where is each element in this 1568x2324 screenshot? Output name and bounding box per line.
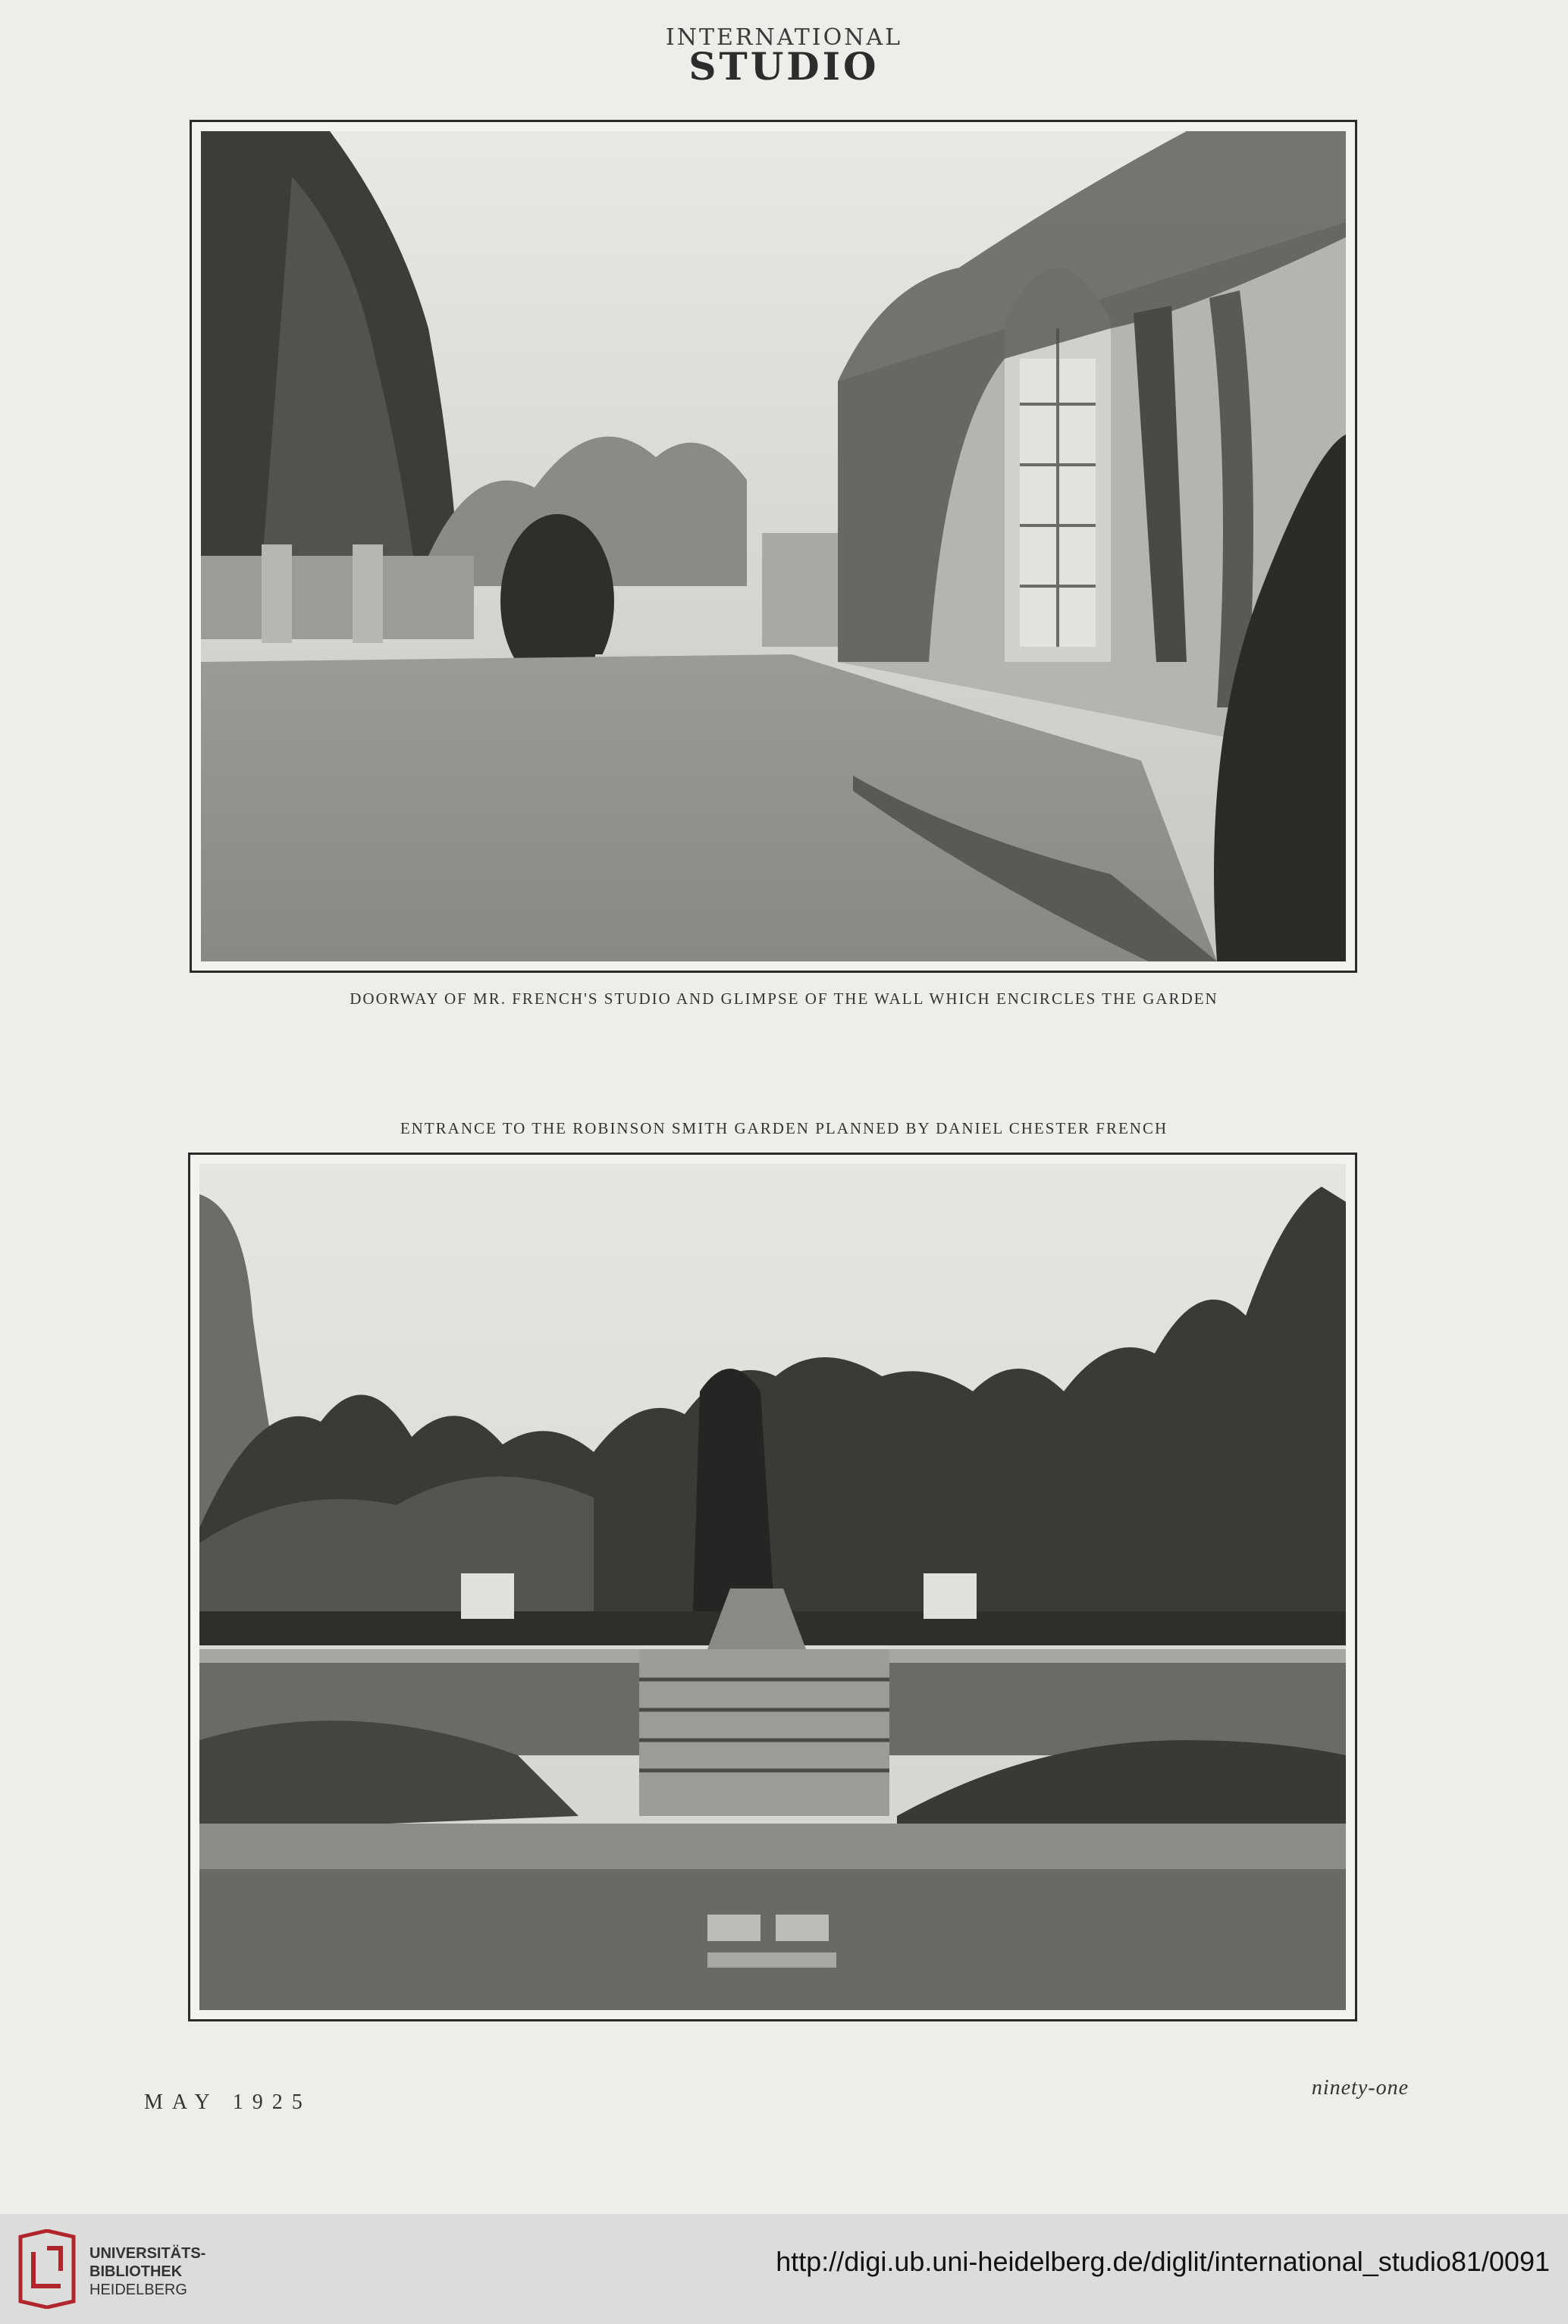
issue-date: MAY 1925 [144,2090,312,2114]
library-name-line1: UNIVERSITÄTS- [89,2245,206,2262]
library-footer-bar [0,2214,1568,2324]
masthead-title: STUDIO [688,44,880,89]
masthead-top: INTERNATIONAL [665,24,903,51]
source-url-link[interactable]: http://digi.ub.uni-heidelberg.de/diglit/international_studio81/0091 [776,2246,1550,2277]
library-name-line2: BIBLIOTHEK [89,2263,183,2280]
caption-garden-entrance: ENTRANCE TO THE ROBINSON SMITH GARDEN PLANNED BY DANIEL CHESTER FRENCH [400,1119,1168,1137]
photo-garden-entrance [199,1164,1346,2010]
library-name-line3: HEIDELBERG [89,2282,187,2298]
page-number: ninety-one [1311,2076,1409,2100]
library-name [89,2244,205,2299]
photo-plate-garden-entrance [188,1153,1357,2021]
caption-studio-doorway: DOORWAY OF MR. FRENCH'S STUDIO AND GLIMPSE OF THE WALL WHICH ENCIRCLES THE GARDEN [350,990,1218,1008]
photo-studio-doorway [201,131,1346,961]
library-logo-icon [17,2229,77,2309]
photo-plate-studio-doorway [190,120,1357,973]
